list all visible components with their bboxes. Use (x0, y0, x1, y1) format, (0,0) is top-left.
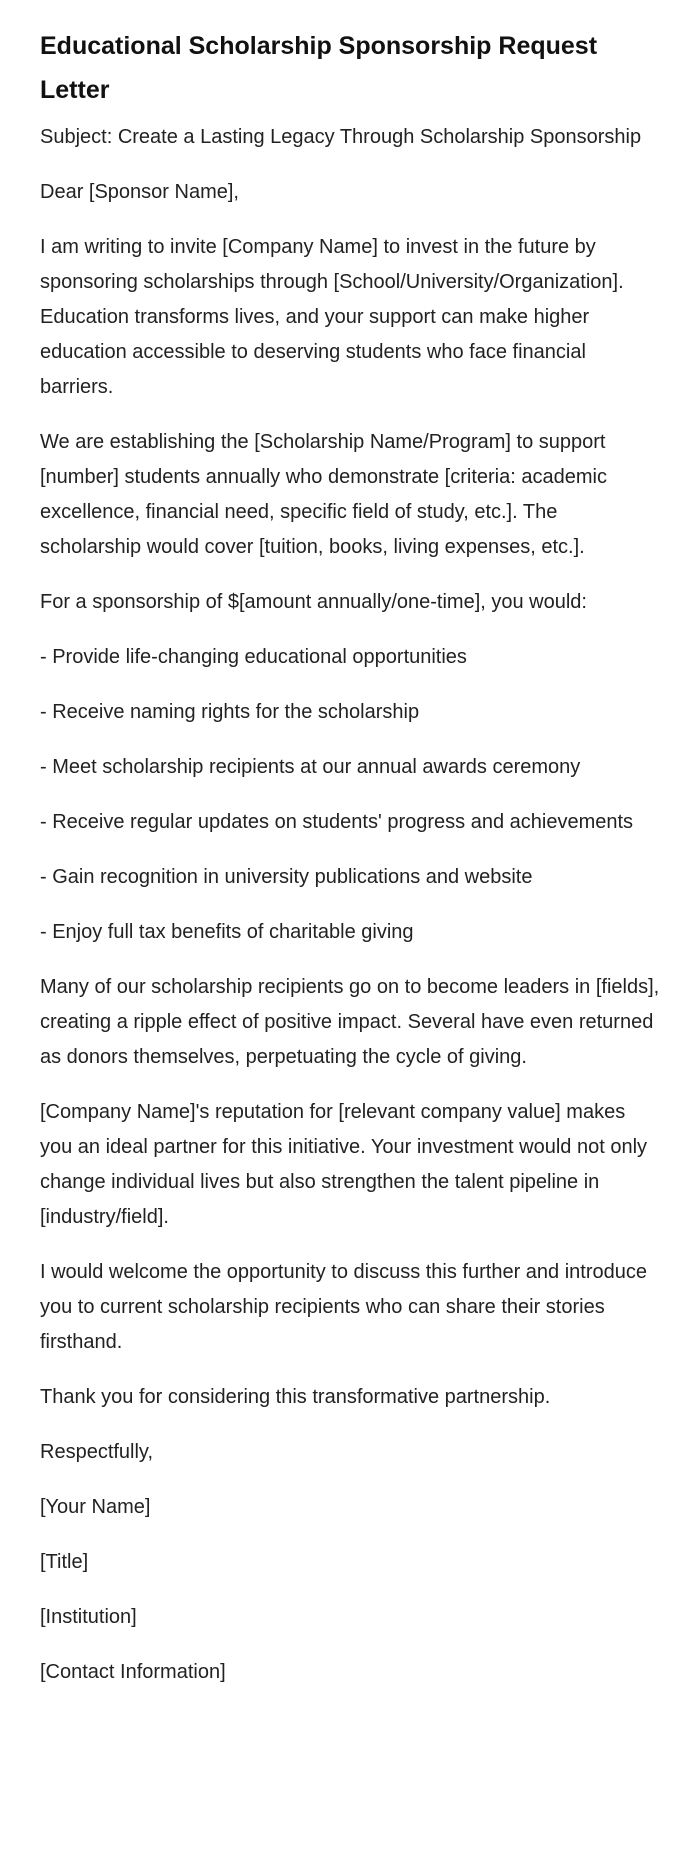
letter-signoff: Respectfully, (40, 1441, 154, 1463)
closing-paragraph: [Company Name]'s reputation for [relevant company value] makes you an ideal partner for this initiative. Your investment would not only change individual lives but also strengthen the talent pipeline in [industry/field]. (40, 1101, 648, 1228)
signature-institution: [Institution] (40, 1606, 137, 1628)
benefit-item: - Meet scholarship recipients at our annual awards ceremony (40, 756, 581, 778)
benefit-item: - Gain recognition in university publications and website (40, 866, 533, 888)
benefit-item: - Enjoy full tax benefits of charitable giving (40, 921, 414, 943)
signature-contact: [Contact Information] (40, 1661, 226, 1683)
body-paragraph: For a sponsorship of $[amount annually/one-time], you would: (40, 591, 587, 613)
benefit-item: - Provide life-changing educational opportunities (40, 646, 467, 668)
body-paragraph: I am writing to invite [Company Name] to invest in the future by sponsoring scholarships through [School/University/Organization]. Education transforms lives, and your support can make higher education accessible to deserving students who face financial barriers. (40, 236, 624, 398)
closing-paragraph: Many of our scholarship recipients go on to become leaders in [fields], creating a ripple effect of positive impact. Several have even returned as donors themselves, perpetuating the cycle of giving. (40, 976, 660, 1068)
letter-title: Educational Scholarship Sponsorship Request Letter (40, 32, 598, 104)
benefit-item: - Receive naming rights for the scholarship (40, 701, 420, 723)
signature-name: [Your Name] (40, 1496, 151, 1518)
letter-subject: Subject: Create a Lasting Legacy Through Scholarship Sponsorship (40, 126, 642, 148)
body-paragraph: We are establishing the [Scholarship Name/Program] to support [number] students annually who demonstrate [criteria: academic excellence, financial need, specific field of study, etc.]. The scholarship would cover [tuition, books, living expenses, etc.]. (40, 431, 607, 558)
letter-greeting: Dear [Sponsor Name], (40, 181, 239, 203)
closing-paragraph: I would welcome the opportunity to discuss this further and introduce you to current scholarship recipients who can share their stories firsthand. (40, 1261, 647, 1353)
benefit-item: - Receive regular updates on students' progress and achievements (40, 811, 634, 833)
signature-title: [Title] (40, 1551, 89, 1573)
closing-paragraph: Thank you for considering this transformative partnership. (40, 1386, 551, 1408)
